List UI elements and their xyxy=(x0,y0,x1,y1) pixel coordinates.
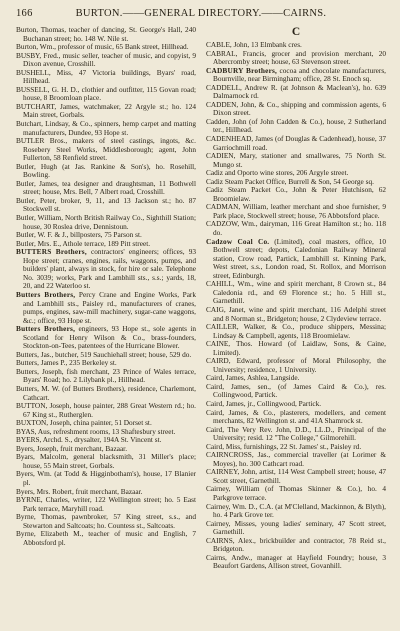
left-column xyxy=(16,26,196,626)
entry-text: Caird, Miss, furnishings, 22 St. James' st., Paisley rd. xyxy=(206,441,362,451)
directory-entry xyxy=(16,453,196,470)
entry-text: Butchart, Lindsay, & Co., spinners, hemp carpet and matting manufacturers, Dundee, 93 Hope st. xyxy=(16,119,196,137)
entry-text: Cadiz Steam Packet Office, Burrell & Son, 54 George sq. xyxy=(206,176,374,186)
directory-entry xyxy=(16,385,196,402)
entry-text: Butler, William, North British Railway Co., Sighthill Station; house, 30 Roslea drive, Dennistoun. xyxy=(16,213,196,231)
entry-text: BUTCHART, James, watchmaker, 22 Argyle st.; ho. 124 Main street, Gorbals. xyxy=(16,101,196,120)
entry-text: Percy Crane and Engine Works, Park and Lambhill sts., Paisley rd., manufacturers of cranes, pumps, engines, saw-mill machinery, sugar-cane waggons, &c.; office, 93 Hope st. xyxy=(23,289,196,325)
entry-text: contractors' engineers; offices, 93 Hope street; cranes, engines, rails, waggons, pumps, and builders' plant, always in stock, for hire or sale. Telephone No. 3039; works, Park and Lambhill sts., s.s.; yards, 18, 20, and 22 Waterloo st. xyxy=(23,247,196,291)
directory-entry xyxy=(16,214,196,231)
entry-text: CABLE, John, 13 Elmbank cres. xyxy=(206,40,302,49)
directory-entry xyxy=(206,118,386,135)
entry-text: Butters, Joseph, fish merchant, 23 Prince of Wales terrace, Byars' Road; ho. 2 Lilybank pl., Hillhead. xyxy=(16,366,196,385)
directory-entry xyxy=(16,291,196,325)
entry-text: CADIEN, Mary, stationer and smallwares, 75 North St. Mungo st. xyxy=(206,151,386,169)
entry-bold-name: Butters Brothers, xyxy=(16,289,76,299)
directory-entry xyxy=(206,186,386,203)
directory-entry xyxy=(206,357,386,374)
directory-entry xyxy=(16,513,196,530)
directory-entry xyxy=(16,163,196,180)
entry-text: BUSBY, Fred., music seller, teacher of music, and copyist, 9 Dixon avenue, Crosshill. xyxy=(16,50,196,69)
directory-entry xyxy=(206,451,386,468)
entry-bold-name: Cadzow Coal Co. xyxy=(206,236,270,246)
entry-text: Byers, Joseph, fruit merchant, Bazaar. xyxy=(16,443,128,453)
directory-entry xyxy=(16,197,196,214)
entry-bold-name: BUTTERS Brothers, xyxy=(16,247,87,257)
entry-text: BUSHELL, Miss, 47 Victoria buildings, Byars' road, Hillhead. xyxy=(16,67,196,86)
entry-text: CAIG, Janet, wine and spirit merchant, 116 Adelphi street and 8 Norman st., Bridgeton; house, 2 Clydeview terrace. xyxy=(206,304,386,323)
entry-text: CAIRNS, Alex., brickbuilder and contractor, 78 Reid st., Bridgeton. xyxy=(206,535,386,554)
entry-text: CABRAL, Francis, grocer and provision merchant, 20 Abercromby street; house, 63 Stevenson street. xyxy=(206,48,386,67)
entry-text: CADZOW, Wm., dairyman, 116 Great Hamilton st.; ho. 118 do. xyxy=(206,219,386,238)
page-number: 166 xyxy=(16,8,33,19)
entry-text: Byrne, Thomas, pawnbroker, 57 King street, s.s., and Stewarton and Saltcoats; ho. Countess st., Saltcoats. xyxy=(16,512,196,530)
entry-text: CAIRD, Edward, professor of Moral Philosophy, the University; residence, 1 University. xyxy=(206,356,386,374)
directory-entry xyxy=(16,103,196,120)
directory-entry xyxy=(206,554,386,571)
entry-text: CADENHEAD, James (of Douglas & Cadenhead), house, 37 Garriochmill road. xyxy=(206,134,386,152)
entry-text: BUTTON, Joseph, house painter, 288 Great Western rd.; ho. 67 King st., Rutherglen. xyxy=(16,401,196,419)
entry-text: Byrne, Elizabeth M., teacher of music and English, 7 Abbotsford pl. xyxy=(16,529,196,547)
entry-text: Caird, James, Ashlea, Langside. xyxy=(206,373,300,383)
directory-entry xyxy=(206,323,386,340)
columns-container xyxy=(16,26,386,626)
entry-text: Cadiz and Oporto wine stores, 206 Argyle street. xyxy=(206,168,349,178)
entry-text: Butters, Jas., butcher, 519 Sauchiehall street; house, 529 do. xyxy=(16,349,192,359)
directory-entry xyxy=(16,137,196,163)
entry-text: cocoa and chocolate manufacturers, Bournville, near Birmingham; office, 28 St. Enoch sq. xyxy=(213,65,386,84)
entry-text: Burton, Wm., professor of music, 65 Bank street, Hillhead. xyxy=(16,42,189,52)
entry-text: BUTLER Bros., makers of steel castings, ingots, &c. Rosebery Steel Works, Middlesborough; agent, John Fullerton, 58 Renfield street. xyxy=(16,136,196,163)
entry-text: CAHILL, Wm., wine and spirit merchant, 8 Crown st., 84 Caledonia rd., and 69 Florence st.; ho. 5 Hill st., Garnethill. xyxy=(206,279,386,306)
entry-text: Butler, James, tea designer and draughtsman, 11 Bothwell street; house, Mrs. Bell, 7 Albert road, Crosshill. xyxy=(16,178,196,197)
running-title: BURTON.——GENERAL DIRECTORY.——CAIRNS. xyxy=(75,8,327,19)
entry-text: CAILLER, Walker, & Co., produce shippers, Messina; Lindsay & Campbell, agents, 118 Broomielaw. xyxy=(206,322,386,340)
entry-text: Caird, James, sen., (of James Caird & Co.), res. Collingwood, Partick. xyxy=(206,381,386,400)
directory-entry xyxy=(16,402,196,419)
directory-entry xyxy=(206,520,386,537)
directory-entry xyxy=(206,203,386,220)
directory-entry xyxy=(16,26,196,43)
entry-text: engineers, 93 Hope st., sole agents in Scotland for Henry Wilson & Co., brass-founders, Stockton-on-Tees, patentees of the Hurricane Blower. xyxy=(23,324,196,351)
directory-entry xyxy=(206,468,386,485)
entry-text: BYRNE, Charles, writer, 122 Wellington street; ho. 5 East Park terrace, Maryhill road. xyxy=(16,495,196,513)
directory-entry xyxy=(206,50,386,67)
directory-entry xyxy=(16,496,196,513)
entry-text: Caird, James, jr., Collingwood, Partick. xyxy=(206,398,322,408)
directory-entry xyxy=(206,67,386,84)
page-header xyxy=(16,8,386,24)
directory-entry xyxy=(16,180,196,197)
entry-text: BYAS, Aus, refreshment rooms, 13 Shaftesbury street. xyxy=(16,426,176,436)
directory-entry xyxy=(16,52,196,69)
directory-entry xyxy=(16,86,196,103)
entry-text: Cairns, Andw., manager at Hayfield Foundry; house, 3 Beaufort Gardens, Allison street, Govanhill. xyxy=(206,552,386,571)
directory-entry xyxy=(206,537,386,554)
entry-text: Burton, Thomas, teacher of dancing, St. George's Hall, 240 Buchanan street; ho. 148 W. Nile st. xyxy=(16,26,196,43)
directory-entry xyxy=(16,368,196,385)
directory-entry xyxy=(16,248,196,291)
entry-text: Cairney, Misses, young ladies' seminary, 47 Scott street, Garnethill. xyxy=(206,518,386,537)
entry-text: Butler, W. F. & J., billposters, 75 Parson st. xyxy=(16,230,142,240)
directory-entry xyxy=(206,503,386,520)
entry-text: CADMAN, William, leather merchant and shoe furnisher, 9 Park place, Stockwell street; house, 76 Abbotsford place. xyxy=(206,202,386,220)
directory-entry xyxy=(206,485,386,502)
directory-entry xyxy=(16,120,196,137)
directory-entry xyxy=(206,135,386,152)
entry-text: Cadden, John (of John Cadden & Co.), house, 2 Sutherland ter., Hillhead. xyxy=(206,116,386,135)
directory-entry xyxy=(16,470,196,487)
directory-entry xyxy=(206,238,386,281)
directory-entry xyxy=(206,409,386,426)
directory-entry xyxy=(16,69,196,86)
entry-text: Cadiz Steam Packet Co., John & Peter Hutchison, 62 Broomielaw. xyxy=(206,185,386,203)
directory-entry xyxy=(206,426,386,443)
directory-entry xyxy=(206,280,386,306)
entry-text: Cairney, Wm. D., C.A. (at M'Clelland, Mackinnon, & Blyth), ho. 4 Park Grove ter. xyxy=(206,501,386,520)
directory-entry xyxy=(206,340,386,357)
directory-entry xyxy=(16,325,196,351)
entry-text: CAIRNCROSS, Jas., commercial traveller (at Lorimer & Moyes), ho. 300 Cathcart road. xyxy=(206,450,386,468)
directory-entry xyxy=(206,152,386,169)
directory-entry xyxy=(206,101,386,118)
entry-bold-name: CADBURY Brothers, xyxy=(206,65,278,75)
entry-text: Byers, Wm. (at Todd & Higginbotham's), house, 17 Blanier pl. xyxy=(16,469,196,487)
entry-text: BUSSELL, G. H. D., clothier and outfitter, 115 Govan road; house, 8 Broomloan place. xyxy=(16,84,196,103)
section-letter-heading: C xyxy=(291,26,301,38)
entry-text: (Limited), coal masters, office, 10 Bothwell street; depots, Caledonian Railway Mineral station, Crow road, Partick, Lambhill st. Kinning Park, West street, s.s., London road, St. Rollox, and Morrison street, Edinburgh. xyxy=(213,236,386,280)
directory-entry xyxy=(206,220,386,237)
entry-text: Caird, James, & Co., plasterers, modellers, and cement merchants, 82 Wellington st. and 41A Shamrock st. xyxy=(206,407,386,426)
entry-bold-name: Butters Brothers, xyxy=(16,324,76,334)
entry-text: Cairney, William (of Thomas Skinner & Co.), ho. 4 Parkgrove terrace. xyxy=(206,484,386,502)
entry-text: Butler, Hugh (at Jas. Rankine & Son's), ho. Rosehill, Bowling. xyxy=(16,161,196,180)
entry-text: BUXTON, Joseph, china painter, 51 Dorset st. xyxy=(16,418,152,428)
entry-text: Byars, Malcolm, general blacksmith, 31 Miller's place; house, 55 Main street, Gorbals. xyxy=(16,452,196,470)
directory-entry xyxy=(206,306,386,323)
entry-text: BYERS, Archd. S., drysalter, 194A St. Vincent st. xyxy=(16,435,162,445)
entry-text: Butler, Mrs. E., Athole terrace, 189 Pitt street. xyxy=(16,238,151,248)
directory-entry xyxy=(206,84,386,101)
entry-text: CADDEN, John, & Co., shipping and commission agents, 6 Dixon street. xyxy=(206,99,386,118)
entry-text: Caird, The Very Rev. John, D.D., LL.D., Principal of the University; resid. 12 "The College," Gilmorehill. xyxy=(206,424,386,443)
entry-text: Byers, Mrs. Robert, fruit merchant, Bazaar. xyxy=(16,486,143,496)
entry-text: CAINE, Thos. Howard (of Laidlaw, Sons, & Caine, Limited). xyxy=(206,339,386,357)
entry-text: Butters, James P., 235 Berkeley st. xyxy=(16,358,117,368)
entry-text: CADDELL, Andrew R. (at Johnson & Maclean's), ho. 639 Dalmarnock rd. xyxy=(206,82,386,101)
entry-text: Butler, Peter, broker, 9, 11, and 13 Jackson st.; ho. 87 Stockwell st. xyxy=(16,195,196,214)
entry-text: CAIRNEY, John, artist, 114 West Campbell street; house, 47 Scott street, Garnethill. xyxy=(206,467,386,485)
right-column xyxy=(206,26,386,626)
directory-entry xyxy=(16,530,196,547)
entry-text: Butters, M. W. (of Butters Brothers), residence, Charlemont, Cathcart. xyxy=(16,383,196,402)
directory-entry xyxy=(206,383,386,400)
